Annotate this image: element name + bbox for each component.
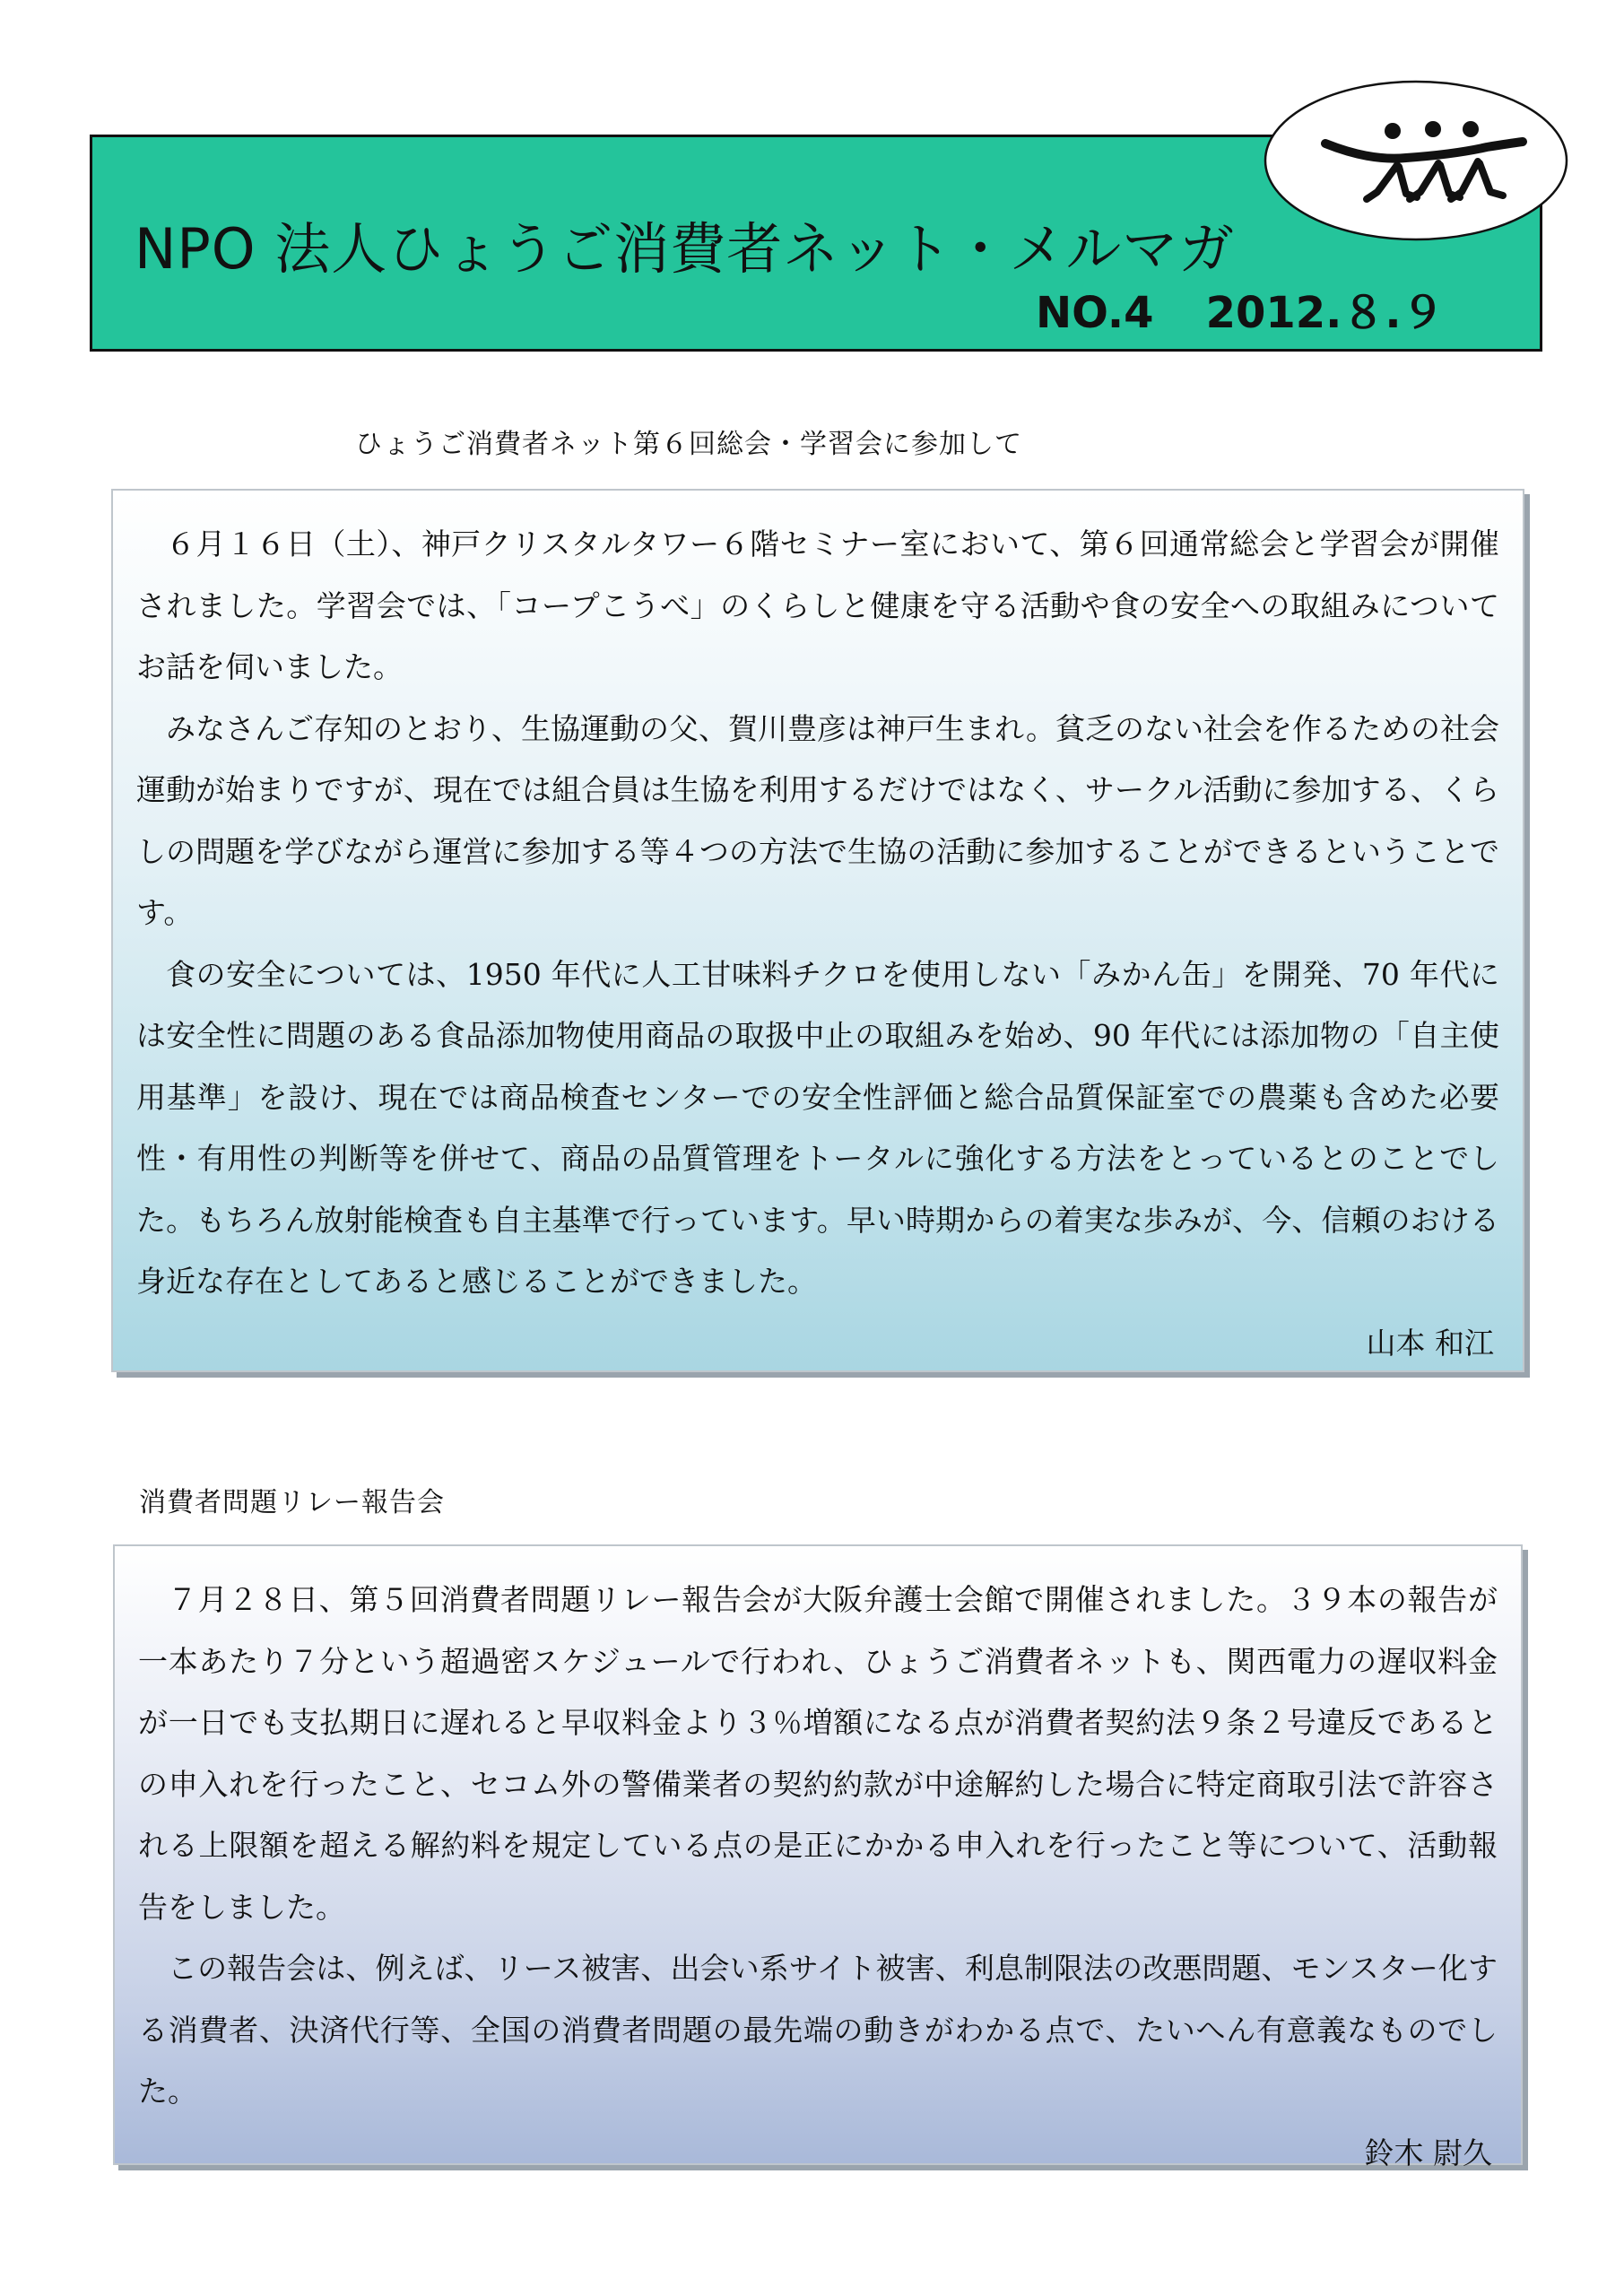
article-1-paragraph: 食の安全については、1950 年代に人工甘味料チクロを使用しない「みかん缶」を開発、70 年代には安全性に問題のある食品添加物使用商品の取扱中止の取組みを始め、90 年代には添加物の「自主使用基準」を設け、現在では商品検査センターでの安全性評価と総合品質保証室での農薬も含めた必要性・有用性の判断等を併せて、商品の品質管理をトータルに強化する方法をとっているとのことでした。もちろん放射能検査も自主基準で行っています。早い時期からの着実な歩みが、今、信頼のおける身近な存在としてあると感じることができました。 (136, 956, 1499, 1299)
article-2-paragraph: ７月２８日、第５回消費者問題リレー報告会が大阪弁護士会館で開催されました。３９本の報告が一本あたり７分という超過密スケジュールで行われ、ひょうご消費者ネットも、関西電力の遅収料金が一日でも支払期日に遅れると早収料金より３％増額になる点が消費者契約法９条２号違反であるとの申入れを行ったこと、セコム外の警備業者の契約約款が中途解約した場合に特定商取引法で許容される上限額を超える解約料を規定している点の是正にかかる申入れを行ったこと等について、活動報告をしました。 (138, 1582, 1498, 1925)
article-2-box (113, 1544, 1523, 2170)
issue-info (1036, 278, 1445, 340)
newsletter-title: NPO 法人ひょうご消費者ネット・メルマガ (135, 216, 1236, 282)
issue-number: NO.4 (1036, 288, 1154, 338)
article-2-paragraph: この報告会は、例えば、リース被害、出会い系サイト被害、利息制限法の改悪問題、モンスター化する消費者、決済代行等、全国の消費者問題の最先端の動きがわかる点で、たいへん有意義なものでした。 (138, 1951, 1498, 2109)
article-1-paragraph: ６月１６日（土）、神戸クリスタルタワー６階セミナー室において、第６回通常総会と学習会が開催されました。学習会では、「コープこうべ」のくらしと健康を守る活動や食の安全への取組みについてお話を伺いました。 (136, 526, 1499, 684)
article-1-heading: ひょうご消費者ネット第６回総会・学習会に参加して (355, 429, 1022, 460)
article-2-author: 鈴木 尉久 (1364, 2135, 1492, 2170)
organization-logo (1263, 79, 1569, 242)
issue-date: 2012.８.９ (1205, 288, 1445, 338)
article-1-author: 山本 和江 (1366, 1325, 1494, 1361)
article-1-box (111, 489, 1524, 1372)
article-1-paragraph: みなさんご存知のとおり、生協運動の父、賀川豊彦は神戸生まれ。貧乏のない社会を作るための社会運動が始まりですが、現在では組合員は生協を利用するだけではなく、サークル活動に参加する、くらしの問題を学びながら運営に参加する等４つの方法で生協の活動に参加することができるということです。 (136, 710, 1499, 930)
article-2-heading: 消費者問題リレー報告会 (139, 1487, 445, 1518)
